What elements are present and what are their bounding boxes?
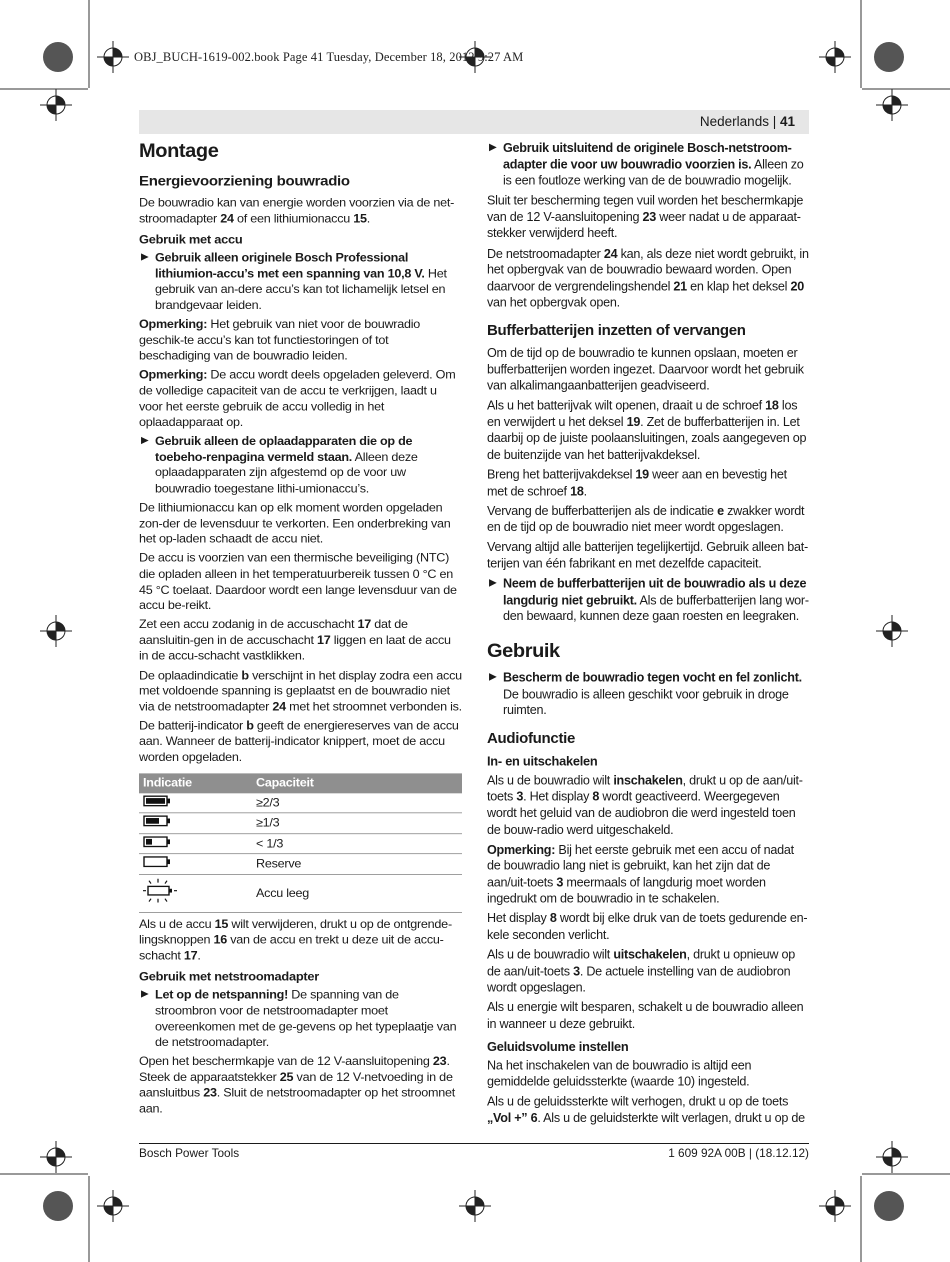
bullet-chargers: ▶ Gebruik alleen de oplaadapparaten die op de toebeho-renpagina vermeld staan. Alleen deze oplaadapparaten zijn afgestemd op de voor uw bouwradio toegestane lithi-umionaccu’s.: [141, 434, 418, 496]
bullet-original-accu: ▶ Gebruik alleen originele Bosch Professional lithiumion-accu’s met een spanning van 10,8 V. Het gebruik van an-dere accu’s kan tot lichamelijk letsel en brandgevaar leiden.: [141, 251, 447, 312]
table-row: [139, 813, 462, 834]
bullet-arrow-icon: ▶: [141, 252, 149, 263]
bullet-arrow-icon: ▶: [489, 141, 497, 153]
para-volume-1: Na het inschakelen van de bouwradio is altijd een gemiddelde geluidssterkte (waarde 10) ingesteld.: [487, 1058, 752, 1089]
battery-blinking-icon: [143, 877, 177, 905]
page-header-language: Nederlands | 41: [699, 114, 795, 129]
table-row: [139, 793, 462, 813]
bullet-arrow-icon: ▶: [141, 989, 149, 1000]
heading-audio: Audiofunctie: [487, 729, 576, 747]
bullet-protect-radio: ▶ Bescherm de bouwradio tegen vocht en fel zonlicht. De bouwradio is alleen geschikt voor gebruik in droge ruimten.: [489, 670, 802, 718]
para-battery-indicator: De batterij-indicator b geeft de energiereserves van de accu aan. Wanneer de batterij-indicator knippert, moet de accu worden opgeladen.: [139, 719, 459, 764]
para-charge-anytime: De lithiumionaccu kan op elk moment worden opgeladen zon-der de levensduur te verkorten. Een onderbreking van het op-laden schaadt de accu niet.: [139, 500, 451, 546]
para-insert-accu: Zet een accu zodanig in de accuschacht 17 dat de aansluitin-gen in de accuschacht 17 liggen en laat de accu in de accu-schacht vastklikken.: [139, 617, 451, 663]
para-buffer-5: Vervang altijd alle batterijen tegelijkertijd. Gebruik alleen bat-terijen van één fabrikant en met dezelfde capaciteit.: [487, 540, 808, 571]
para-store-adapter: De netstroomadapter 24 kan, als deze niet wordt gebruikt, in het opbergvak van de bouwradio bewaard worden. Open daarvoor de vergrendelingshendel 21 en klap het deksel 20 van het opbergvak open.: [487, 246, 809, 310]
note-unsuitable-accu: Opmerking: Het gebruik van niet voor de bouwradio geschik-te accu’s kan tot functiestoringen of tot beschadiging van de bouwradio leiden.: [139, 317, 421, 363]
para-buffer-2: Als u het batterijvak wilt openen, draait u de schroef 18 los en verwijdert u het deksel 19. Zet de bufferbatterijen in. Let daarbij op de juiste poolaansluitingen, zoals aangegeven op de buitenzijde van het batterijvakdeksel.: [487, 398, 807, 462]
right-column: [487, 140, 810, 1130]
note-partially-charged: Opmerking: De accu wordt deels opgeladen geleverd. Om de volledige capaciteit van de accu te verkrijgen, laadt u voor het eerste gebruik de accu volledig in het oplaadapparaat op.: [139, 368, 456, 429]
para-buffer-3: Breng het batterijvakdeksel 19 weer aan en bevestig het met de schroef 18.: [487, 467, 787, 499]
battery-one-third-icon: [143, 836, 171, 847]
capacity-table: [139, 773, 462, 913]
bullet-mains-voltage: ▶ Let op de netspanning! De spanning van de stroombron voor de netstroomadapter moet overeenkomen met de ge-gevens op het typeplaatje van de netstroomadapter.: [141, 988, 457, 1049]
note-first-use: Opmerking: Bij het eerste gebruik met een accu of nadat de bouwradio lang niet is gebruikt, kan het zijn dat de aan/uit-toets 3 meermaals of langdurig moet worden ingedrukt om de bouwradio in te schakelen.: [487, 842, 794, 906]
para-open-cap: Open het beschermkapje van de 12 V-aansluitopening 23. Steek de apparaatstekker 25 van de 12 V-netvoeding in de aansluitbus 23. Sluit de netstroomadapter op het stroomnet aan.: [139, 1054, 455, 1116]
footer-rule: [139, 1143, 809, 1144]
left-column: [139, 140, 462, 1120]
table-row: [139, 854, 462, 875]
table-row: [139, 833, 462, 854]
footer-right: 1 609 92A 00B | (18.12.12): [668, 1146, 809, 1160]
para-switch-on: Als u de bouwradio wilt inschakelen, drukt u op de aan/uit-toets 3. Het display 8 wordt geactiveerd. Weergegeven wordt het geluid van de audiobron die werd ingesteld toen de bouw-radio werd uitgeschakeld.: [487, 773, 803, 837]
section-title-montage: Montage: [139, 140, 219, 162]
capacity-value: Accu leeg: [252, 874, 462, 912]
bullet-remove-buffer: ▶ Neem de bufferbatterijen uit de bouwradio als u deze langdurig niet gebruikt. Als de bufferbatterijen lang wor-den bewaard, kunnen deze gaan roesten en leegraken.: [489, 576, 809, 624]
section-title-gebruik: Gebruik: [487, 639, 560, 662]
bullet-arrow-icon: ▶: [489, 577, 497, 589]
heading-volume: Geluidsvolume instellen: [487, 1038, 629, 1054]
table-header-row: [139, 773, 462, 793]
bullet-original-adapter: ▶ Gebruik uitsluitend de originele Bosch-netstroom-adapter die voor uw bouwradio voorzien is. Alleen zo is een foutloze werking van de de bouwradio mogelijk.: [489, 140, 804, 188]
page-header-bar: [139, 110, 809, 134]
heading-onoff: In- en uitschakelen: [487, 753, 598, 769]
capacity-value: ≥2/3: [252, 793, 462, 813]
print-slug: OBJ_BUCH-1619-002.book Page 41 Tuesday, December 18, 2012 9:27 AM: [134, 50, 524, 64]
battery-two-thirds-icon: [143, 815, 171, 826]
para-energy: De bouwradio kan van energie worden voorzien via de net-stroomadapter 24 of een lithiumionaccu 15.: [139, 196, 455, 226]
para-remove-accu: Als u de accu 15 wilt verwijderen, drukt u op de ontgrende-lingsknoppen 16 van de accu en trekt u deze uit de accu-schacht 17.: [139, 917, 452, 963]
table-row: [139, 874, 462, 912]
para-switch-off: Als u de bouwradio wilt uitschakelen, drukt u opnieuw op de aan/uit-toets 3. De actuele instelling van de audiobron wordt opgeslagen.: [487, 947, 796, 995]
table-header-indicatie: Indicatie: [139, 773, 252, 793]
para-close-cap: Sluit ter bescherming tegen vuil worden het beschermkapje van de 12 V-aansluitopening 23 weer nadat u de apparaat-stekker verwijderd heeft.: [487, 193, 804, 241]
footer-left: Bosch Power Tools: [139, 1146, 240, 1160]
para-display-light: Het display 8 wordt bij elke druk van de toets gedurende en-kele seconden verlicht.: [487, 911, 808, 942]
header-page-number: 41: [779, 114, 795, 129]
heading-adapter: Gebruik met netstroomadapter: [139, 969, 320, 984]
capacity-value: Reserve: [252, 854, 462, 875]
heading-energy: Energievoorziening bouwradio: [139, 173, 350, 190]
header-language-label: Nederlands: [699, 114, 769, 129]
para-buffer-4: Vervang de bufferbatterijen als de indicatie e zwakker wordt en de tijd op de bouwradio niet meer wordt opgeslagen.: [487, 504, 805, 535]
capacity-value: ≥1/3: [252, 813, 462, 834]
bullet-arrow-icon: ▶: [489, 671, 497, 683]
para-save-energy: Als u energie wilt besparen, schakelt u de bouwradio alleen in wanneer u deze gebruikt.: [487, 1000, 804, 1032]
table-header-capaciteit: Capaciteit: [252, 773, 462, 793]
para-volume-2: Als u de geluidssterkte wilt verhogen, drukt u op de toets „Vol +” 6. Als u de geluidsterkte wilt verlagen, drukt u op de: [487, 1094, 805, 1125]
para-buffer-1: Om de tijd op de bouwradio te kunnen opslaan, moeten er bufferbatterijen worden ingezet. Daarvoor wordt het gebruik van alkalimangaanbatterijen geadviseerd.: [487, 345, 804, 393]
heading-accu: Gebruik met accu: [139, 232, 243, 247]
battery-full-icon: [143, 795, 171, 806]
bullet-arrow-icon: ▶: [141, 435, 149, 446]
para-charge-indicator: De oplaadindicatie b verschijnt in het display zodra een accu met voldoende spanning is geplaatst en de bouwradio niet via de netstroomadapter 24 met het stroomnet verbonden is.: [139, 668, 462, 714]
para-ntc: De accu is voorzien van een thermische beveiliging (NTC) die opladen alleen in het temperatuurbereik tussen 0 °C en 45 °C toelaat. Daardoor wordt een lange levensduur van de accu be-reikt.: [139, 551, 457, 613]
heading-buffer: Bufferbatterijen inzetten of vervangen: [487, 322, 746, 339]
battery-empty-icon: [143, 856, 171, 867]
capacity-value: < 1/3: [252, 833, 462, 854]
